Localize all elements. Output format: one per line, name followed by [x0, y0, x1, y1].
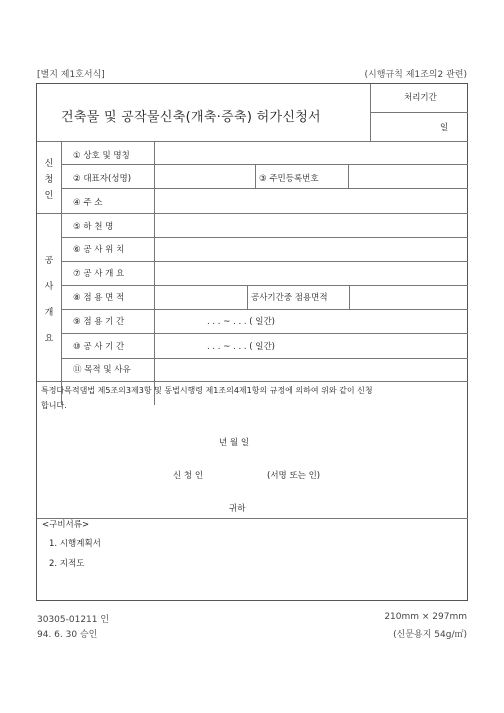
occupancy-period-label: ⑨ 점 용 기 간	[73, 317, 125, 327]
regulation-reference: (시행규칙 제1조의2 관련)	[364, 70, 467, 80]
construction-location-label: ⑥ 공 사 위 치	[73, 245, 125, 255]
statement-line-2: 합니다.	[41, 401, 67, 410]
recipient-label: 귀하	[229, 504, 246, 514]
construction-period-value: . . . ~ . . . ( 일간)	[207, 342, 276, 352]
applicant-section-label: 신 청 인	[44, 159, 54, 201]
construction-section-label: 공 사 개 요	[44, 256, 54, 344]
paper-type: (신문용지 54g/㎡)	[393, 630, 467, 640]
processing-period-label: 처리기간	[404, 93, 437, 103]
paper-size: 210mm × 297mm	[384, 612, 467, 622]
address-label: ④ 주 소	[73, 198, 103, 208]
processing-period-value: 일	[440, 123, 449, 133]
signature-placeholder: (서명 또는 인)	[267, 471, 321, 481]
approval-date: 94. 6. 30 승인	[37, 630, 98, 640]
company-name-label: ① 상호 및 명칭	[73, 151, 130, 161]
form-number: [별지 제1호서식]	[37, 70, 105, 80]
form-code: 30305-01211 인	[37, 615, 110, 625]
construction-overview-label: ⑦ 공 사 개 요	[73, 269, 125, 279]
statement-line-1: 특정다목적댐법 제5조의3제3항 및 동법시행령 제1조의4제1항의 규정에 의하여 위와 같이 신청	[41, 386, 373, 395]
attachment-item: 2. 지적도	[49, 559, 85, 569]
representative-label: ② 대표자(성명)	[73, 174, 132, 184]
occupied-area-during-construction-label: 공사기간중 점용면적	[251, 293, 328, 303]
resident-number-label: ③ 주민등록번호	[259, 174, 319, 184]
application-date: 년 월 일	[219, 438, 250, 448]
occupancy-period-value: . . . ~ . . . ( 일간)	[207, 317, 276, 327]
attachment-item: 1. 시행계획서	[49, 539, 101, 549]
form-title: 건축물 및 공작물신축(개축·증축) 허가신청서	[61, 110, 321, 125]
applicant-signature-label: 신 청 인	[173, 471, 204, 481]
application-form	[36, 83, 468, 601]
attachments-heading: <구비서류>	[42, 520, 90, 530]
occupied-area-label: ⑧ 점 용 면 적	[73, 293, 125, 303]
construction-period-label: ⑩ 공 사 기 간	[73, 342, 125, 352]
river-name-label: ⑤ 하 천 명	[73, 222, 114, 232]
purpose-label: ⑪ 목적 및 사유	[73, 365, 131, 375]
